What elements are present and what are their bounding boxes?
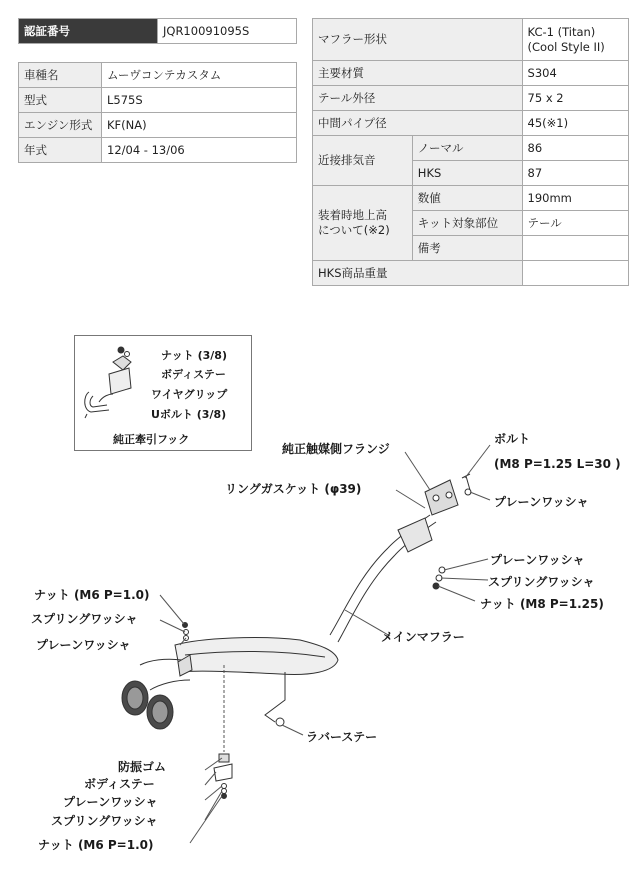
label-nut-m6-bottom: ナット (M6 P=1.0) bbox=[38, 838, 154, 852]
spec-value: S304 bbox=[522, 61, 628, 86]
label-ring-gasket: リングガスケット (φ39) bbox=[225, 482, 362, 496]
label-spring-washer-mid: スプリングワッシャ bbox=[488, 575, 595, 589]
flange bbox=[425, 480, 458, 515]
label-spring-washer-bottom: スプリングワッシャ bbox=[51, 814, 158, 828]
label-body-stay-bottom: ボディステー bbox=[84, 777, 155, 791]
muffler-type-line-1: KC-1 (Titan) bbox=[527, 24, 596, 39]
label-bolt: ボルト bbox=[494, 432, 531, 446]
inset-label-u-bolt: Uボルト (3/8) bbox=[151, 408, 227, 421]
tow-hook-drawing bbox=[79, 344, 139, 424]
spec-value: 190mm bbox=[522, 186, 628, 211]
vehicle-label: 車種名 bbox=[19, 63, 102, 88]
spec-value: 86 bbox=[522, 136, 628, 161]
inset-caption: 純正牽引フック bbox=[113, 433, 190, 446]
inset-label-wire-grip: ワイヤグリップ bbox=[151, 388, 228, 401]
rubber-stay-part bbox=[276, 718, 284, 726]
spec-value: テール bbox=[522, 211, 628, 236]
inset-box bbox=[74, 335, 252, 451]
muffler-type-line-2: (Cool Style II) bbox=[527, 39, 605, 54]
inset-label-body-stay: ボディステー bbox=[161, 368, 226, 381]
muffler-body bbox=[175, 638, 338, 675]
vehicle-value: L575S bbox=[102, 88, 297, 113]
body-stay-bottom-shape bbox=[214, 764, 232, 781]
spec-label: マフラー形状 bbox=[313, 19, 523, 61]
label-nut-m6-top: ナット (M6 P=1.0) bbox=[34, 588, 150, 602]
spec-label: 主要材質 bbox=[313, 61, 523, 86]
vehicle-value: KF(NA) bbox=[102, 113, 297, 138]
spec-label: テール外径 bbox=[313, 86, 523, 111]
cert-label: 認証番号 bbox=[19, 19, 158, 44]
vehicle-label: 型式 bbox=[19, 88, 102, 113]
rubber-stay-rod bbox=[265, 672, 285, 722]
label-flange: 純正触媒側フランジ bbox=[282, 442, 390, 456]
label-main-muffler: メインマフラー bbox=[381, 630, 465, 644]
vehicle-value: ムーヴコンテカスタム bbox=[102, 63, 297, 88]
spec-sublabel: HKS bbox=[412, 161, 522, 186]
ground-label-line-2: について(※2) bbox=[318, 223, 390, 237]
label-rubber-stay: ラバーステー bbox=[306, 730, 378, 744]
spec-sublabel: キット対象部位 bbox=[412, 211, 522, 236]
vehicle-value: 12/04 - 13/06 bbox=[102, 138, 297, 163]
inset-label-nut: ナット (3/8) bbox=[161, 349, 227, 362]
label-damper-rubber: 防振ゴム bbox=[118, 760, 167, 774]
label-bolt-spec: (M8 P=1.25 L=30 ) bbox=[494, 457, 621, 471]
spec-value: 45(※1) bbox=[522, 111, 628, 136]
vehicle-label: エンジン形式 bbox=[19, 113, 102, 138]
label-plain-washer-top: プレーンワッシャ bbox=[494, 495, 589, 509]
spec-label: 近接排気音 bbox=[313, 136, 413, 186]
label-spring-washer-left: スプリングワッシャ bbox=[31, 612, 138, 626]
spec-value: 87 bbox=[522, 161, 628, 186]
spec-sublabel: 備考 bbox=[412, 236, 522, 261]
cert-value: JQR10091095S bbox=[158, 19, 297, 44]
spec-label: HKS商品重量 bbox=[313, 261, 523, 286]
vehicle-label: 年式 bbox=[19, 138, 102, 163]
spec-sublabel: ノーマル bbox=[412, 136, 522, 161]
label-plain-washer-mid: プレーンワッシャ bbox=[490, 553, 585, 567]
spec-label: 中間パイプ径 bbox=[313, 111, 523, 136]
label-nut-m8: ナット (M8 P=1.25) bbox=[480, 597, 604, 611]
label-plain-washer-bottom: プレーンワッシャ bbox=[63, 795, 158, 809]
damper-rubber bbox=[219, 754, 229, 762]
label-plain-washer-left: プレーンワッシャ bbox=[36, 638, 131, 652]
ground-label-line-1: 装着時地上高 bbox=[318, 208, 387, 222]
spec-sublabel: 数値 bbox=[412, 186, 522, 211]
spec-value: 75 x 2 bbox=[522, 86, 628, 111]
